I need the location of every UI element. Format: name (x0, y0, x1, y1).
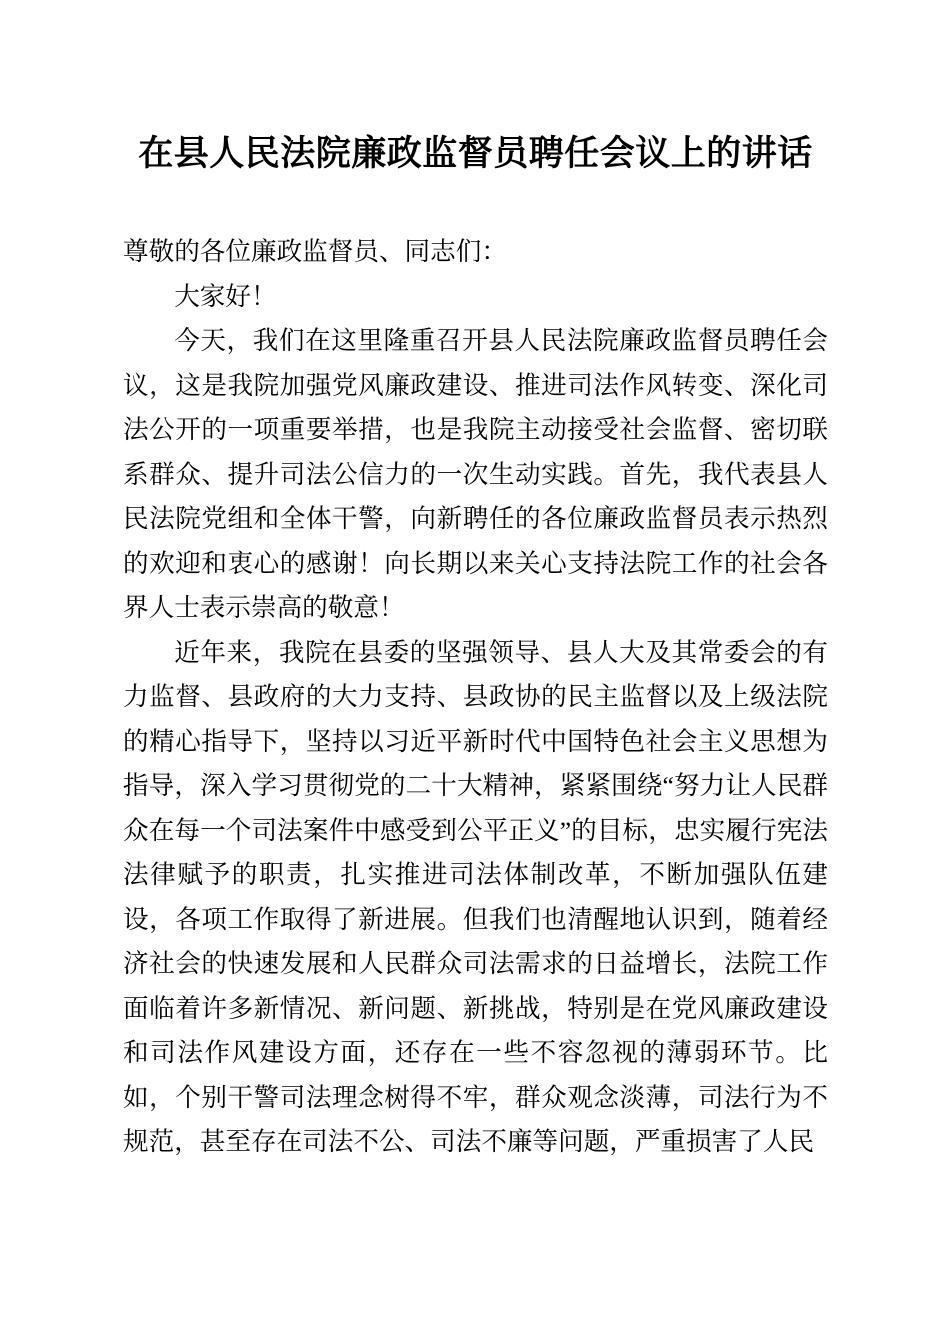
paragraph-opening: 今天，我们在这里隆重召开县人民法院廉政监督员聘任会议，这是我院加强党风廉政建设、推进司法作风转变、深化司法公开的一项重要举措，也是我院主动接受社会监督、密切联系群众、提升司法公信力的一次生动实践。首先，我代表县人民法院党组和全体干警，向新聘任的各位廉政监督员表示热烈的欢迎和衷心的感谢！向长期以来关心支持法院工作的社会各界人士表示崇高的敬意！ (123, 326, 828, 622)
document-title: 在县人民法院廉政监督员聘任会议上的讲话 (138, 134, 813, 173)
paragraph-salutation: 尊敬的各位廉政监督员、同志们： (123, 237, 507, 266)
paragraph-greeting: 大家好！ (174, 281, 277, 311)
paragraph-review-and-problems: 近年来，我院在县委的坚强领导、县人大及其常委会的有力监督、县政府的大力支持、县政协的民主监督以及上级法院的精心指导下，坚持以习近平新时代中国特色社会主义思想为指导，深入学习贯彻党的二十大精神，紧紧围绕“努力让人民群众在每一个司法案件中感受到公平正义”的目标，忠实履行宪法法律赋予的职责，扎实推进司法体制改革，不断加强队伍建设，各项工作取得了新进展。但我们也清醒地认识到，随着经济社会的快速发展和人民群众司法需求的日益增长，法院工作面临着许多新情况、新问题、新挑战，特别是在党风廉政建设和司法作风建设方面，还存在一些不容忽视的薄弱环节。比如，个别干警司法理念树得不牢，群众观念淡薄，司法行为不规范，甚至存在司法不公、司法不廉等问题，严重损害了人民 (123, 637, 828, 1156)
document-body (123, 230, 828, 1165)
